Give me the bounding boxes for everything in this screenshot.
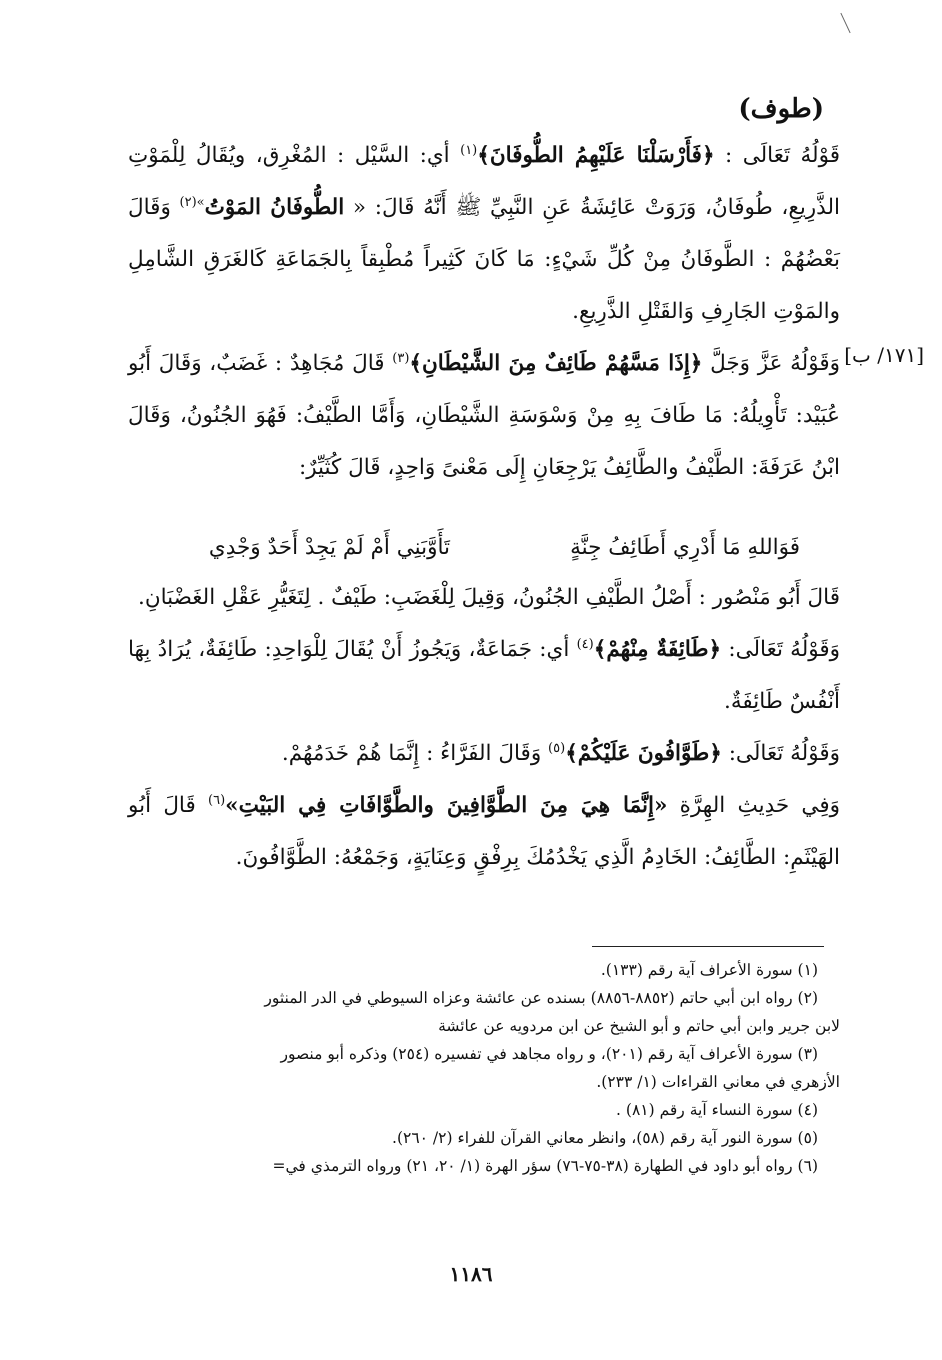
quran-quote: ﴿فَأَرْسَلْنَا عَلَيْهِمُ الطُّوفَانَ﴾ [477,143,715,168]
paragraph-text: أي: جَمَاعَةٌ، وَيَجُوزُ أَنْ يُقَالَ لِلْوَاحِدِ: طَائِفَةٌ، يُرَادُ بِهَا أَنْفُسٌ طَائِفَةٌ. [128,637,840,714]
footnote-ref: (٤) [576,636,594,652]
footnote-line: لابن جرير وابن أبي حاتم و أبو الشيخ عن ابن مردويه عن عائشة [438,1017,840,1035]
paragraph-lead: وَفِي حَدِيثِ الهِرَّةِ [667,793,840,818]
footnote-ref: (٦) [208,792,226,808]
footnote-line: (٦) رواه أبو داود في الطهارة (٣٨-٧٥-٧٦) سؤر الهرة (١/ ٢٠، ٢١) ورواه الترمذي في= [272,1157,818,1175]
paragraph [128,338,840,494]
footnotes [100,956,840,1180]
main-text-part-2 [128,572,840,884]
quran-quote: ﴿طَائِفَةٌ مِنْهُمْ﴾ [593,637,722,662]
poetry-verse [128,528,840,568]
footnote-ref: »(٢) [179,194,205,210]
verse-hemistich-2: تَأَوَّبَنِي أَمْ لَمْ يَجِدْ أَحَدٌ وَجْدِي [208,535,450,560]
verse-hemistich-1: فَوَاللهِ مَا أَدْرِي أَطَائِفُ جِنَّةٍ [570,535,800,560]
paragraph-text: قَالَ مُجَاهِدٌ : غَضَبٌ، وَقَالَ أَبُو عُبَيْد: تَأْوِيلُهُ: مَا طَافَ بِهِ مِنْ وَسْوَسَةِ الشَّيْطَانِ، وَأَمَّا الطَّيْفُ: فَهُوَ الجُنُونُ، وَقَالَ ابْنُ عَرَفَةَ: الطَّيْفُ والطَّائِفُ يَرْجِعَانِ إِلَى مَعْنىً وَاحِدٍ، قَالَ كُثَيِّرٌ: [128,351,840,480]
quran-quote: ﴿إِذَا مَسَّهُمْ طَائِفٌ مِنَ الشَّيْطَانِ﴾ [409,351,703,376]
main-text-part-1 [128,130,840,494]
paragraph [128,728,840,780]
paragraph [128,780,840,884]
paragraph [128,130,840,338]
paragraph-text: أي: السَّيْل : المُغْرِق، ويُقَالُ لِلْمَوْتِ الذَّرِيعِ، طُوفَانُ، وَرَوَتْ عَائِشَةُ عَنِ النَّبِيِّ ﷺ أَنَّهُ قَالَ: « [128,143,840,220]
footnote-ref: (١) [460,142,478,158]
hadith-quote: «إِنَّمَا هِيَ مِنَ الطَّوَّافِينَ والطَّوَّافَاتِ فِي البَيْتِ» [225,793,668,818]
footnote-line: (٤) سورة النساء آية رقم (٨١) . [616,1101,818,1119]
paragraph [128,572,840,624]
paragraph-lead: قَوْلُهُ تَعَالَى : [714,143,840,168]
paragraph-lead: وَقَوْلُهُ تَعَالَى: [721,637,841,662]
entry-heading: (طوف) [738,94,824,124]
quran-quote: ﴿طَوَّافُونَ عَلَيْكُمْ﴾ [565,741,722,766]
footnote-ref: (٣) [392,350,410,366]
paragraph-lead: وَقَوْلُهُ تَعَالَى: [721,741,840,766]
footnote-line: الأزهري في معاني القراءات (١/ ٢٣٣). [596,1073,840,1091]
page-number: ١١٨٦ [449,1262,493,1286]
scan-speck [840,13,850,33]
footnote-line: (٢) رواه ابن أبي حاتم (٨٨٥٢-٨٨٥٦) بسنده عن عائشة وعزاه السيوطي في الدر المنثور [264,989,818,1007]
manuscript-folio-note: [١٧١/ ب] [844,343,924,367]
paragraph-text: وَقَالَ بَعْضُهُمْ : الطَّوفَانُ مِنْ كُلِّ شَيْءٍ: مَا كَانَ كَثِيراً مُطْبِقاً بِالجَمَاعَةِ كَالغَرَقِ الشَّامِلِ والمَوْتِ الجَارِفِ وَالقَتْلِ الذَّرِيعِ. [128,195,840,324]
footnote-line: (٣) سورة الأعراف آية رقم (٢٠١)، و رواه مجاهد في تفسيره (٢٥٤) وذكره أبو منصور [280,1045,818,1063]
paragraph [128,624,840,728]
footnote-separator [592,946,824,947]
footnote-line: (١) سورة الأعراف آية رقم (١٣٣). [600,961,818,979]
footnote-ref: (٥) [548,740,566,756]
paragraph-lead: قَالَ أَبُو مَنْصُور : أَصْلُ الطَّيْفِ الجُنُونُ، وَقِيلَ لِلْغَضَبِ: طَيْفٌ . لِتَغَيُّرِ عَقْلِ الغَضْبَانِ. [138,585,840,610]
paragraph-text: قَالَ أَبُو الهَيْثَمِ: الطَّائِفُ: الخَادِمُ الَّذِي يَخْدُمُكَ بِرِفْقٍ وَعِنَايَةٍ، وَجَمْعُهُ: الطَّوَّافُونَ. [128,793,840,870]
paragraph-lead: وَقَوْلُهُ عَزَّ وَجَلَّ [702,351,840,376]
paragraph-text: وَقَالَ الفَرَّاءُ : إِنَّمَا هُمْ خَدَمُهُمْ. [281,741,549,766]
hadith-quote: الطُّوفَانُ المَوْتُ [204,195,345,220]
footnote-line: (٥) سورة النور آية رقم (٥٨)، وانظر معاني القرآن للفراء (٢/ ٢٦٠). [392,1129,818,1147]
